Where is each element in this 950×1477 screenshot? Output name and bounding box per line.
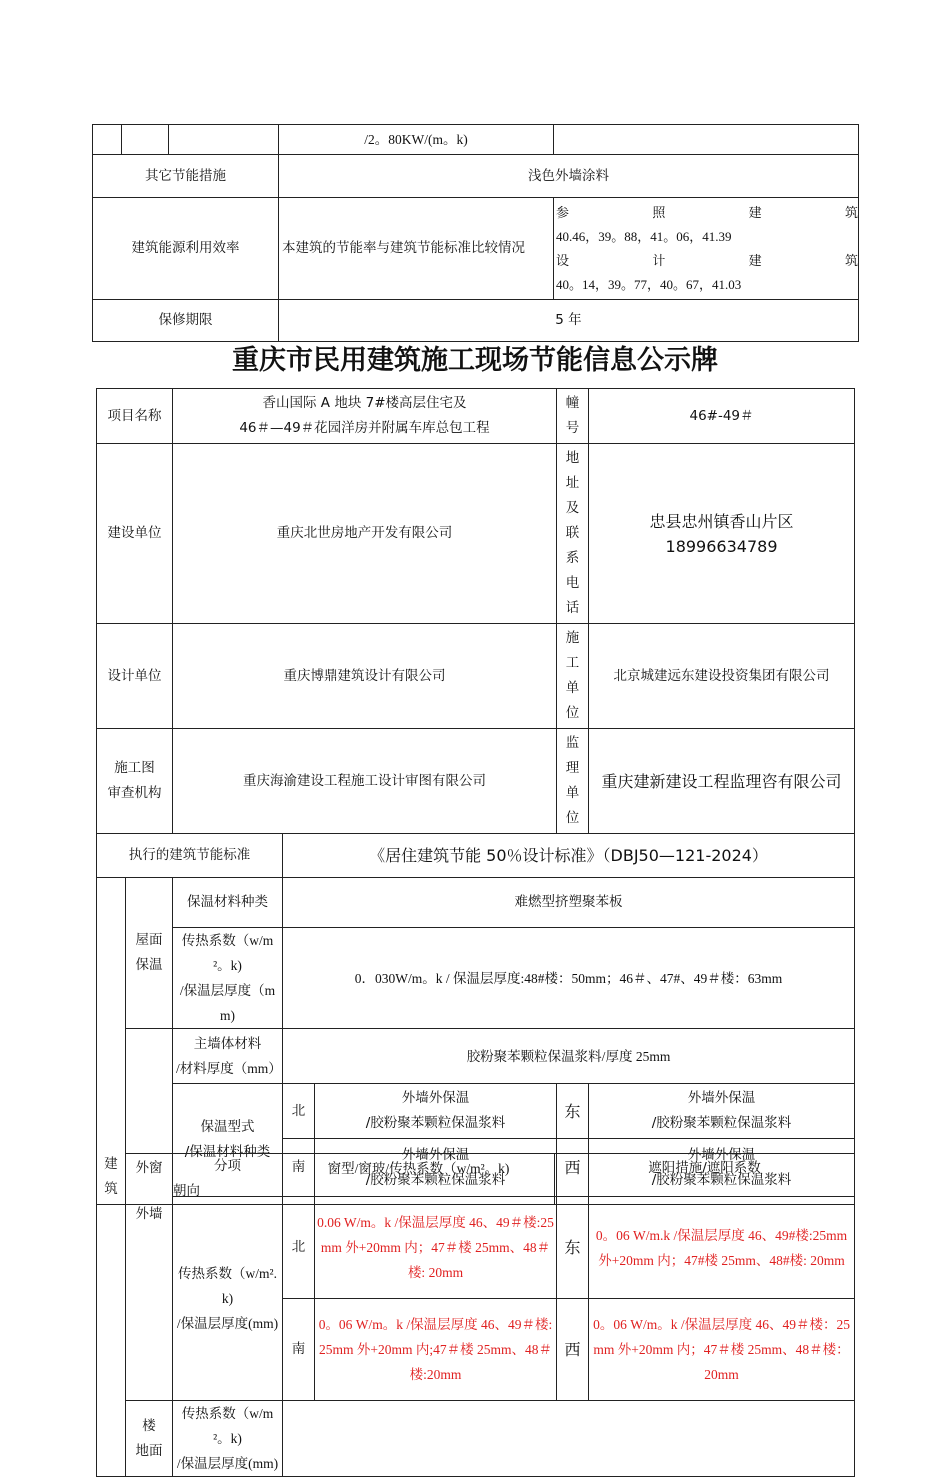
window-shade-header: 遮阳措施/遮阳系数 <box>555 1154 855 1205</box>
reference-building-label: 参 照 建 筑 <box>556 204 858 220</box>
roof-label: 屋面 保温 <box>126 878 173 1029</box>
table-row <box>93 125 859 155</box>
blank-cell <box>93 125 122 155</box>
blank-cell <box>169 125 279 155</box>
table-row <box>97 1197 855 1299</box>
table-row <box>97 389 855 444</box>
review-label: 施工图 审查机构 <box>97 729 173 834</box>
reference-building-values: 40.46，39。88，41。06，41.39 <box>556 228 732 244</box>
orientation-south: 南 <box>283 1299 315 1401</box>
page-title: 重庆市民用建筑施工现场节能信息公示牌 <box>232 345 718 376</box>
efficiency-description: 本建筑的节能率与建筑节能标准比较情况 <box>279 198 554 300</box>
orientation-west: 西 <box>557 1139 589 1197</box>
orientation-west: 西 <box>557 1299 589 1401</box>
warranty-value: 5 年 <box>279 300 859 342</box>
designer: 重庆博鼎建筑设计有限公司 <box>173 624 557 729</box>
designer-label: 设计单位 <box>97 624 173 729</box>
efficiency-label: 建筑能源利用效率 <box>93 198 279 300</box>
prev-value-cell: /2。80KW/(m。k) <box>279 125 554 155</box>
floor-label: 楼 地面 <box>126 1401 173 1477</box>
floor-coef <box>283 1401 855 1477</box>
insulation-type-label: 保温型式 /保温材料种类 <box>173 1084 283 1197</box>
window-type-header: 窗型/窗玻/传热系数（w/m²。k) <box>283 1154 555 1205</box>
table-row <box>93 198 859 300</box>
table-row <box>97 878 855 928</box>
contractor: 北京城建远东建设投资集团有限公司 <box>589 624 855 729</box>
table-row <box>97 1029 855 1084</box>
blank-cell <box>97 1154 126 1205</box>
previous-info-table <box>92 124 859 342</box>
warranty-label: 保修期限 <box>93 300 279 342</box>
orientation-north: 北 <box>283 1197 315 1299</box>
roof-material-label: 保温材料种类 <box>173 878 283 928</box>
roof-coef: 0．030W/m。k / 保温层厚度:48#楼：50mm；46＃、47#、49＃楼：63mm <box>283 928 855 1029</box>
table-row <box>97 444 855 624</box>
insulation-type-west: 外墙外保温 /胶粉聚苯颗粒保温浆料 <box>589 1139 855 1197</box>
roof-coef-label: 传热系数（w/m²。k) /保温层厚度（mm) <box>173 928 283 1029</box>
address-phone: 忠县忠州镇香山片区 18996634789 <box>589 444 855 624</box>
project-name: 香山国际 A 地块 7#楼高层住宅及 46＃—49＃花园洋房并附属车库总包工程 <box>173 389 557 444</box>
table-row <box>97 1154 855 1205</box>
standard: 《居住建筑节能 50％设计标准》（DBJ50—121-2024） <box>283 834 855 878</box>
supervisor-label: 监理单位 <box>557 729 589 834</box>
table-row <box>97 1401 855 1477</box>
prev-right-cell <box>554 125 859 155</box>
building-label: 建 筑 <box>97 878 126 1477</box>
design-building-values: 40。14，39。77，40。67，41.03 <box>556 276 742 292</box>
table-row <box>93 155 859 198</box>
design-building-label: 设 计 建 筑 <box>556 252 858 268</box>
main-material: 胶粉聚苯颗粒保温浆料/厚度 25mm <box>283 1029 855 1084</box>
orientation-east: 东 <box>557 1197 589 1299</box>
wall-coef-label: 传热系数（w/m².k) /保温层厚度(mm) <box>173 1197 283 1401</box>
window-sub-label: 分项 朝向 <box>173 1154 283 1205</box>
table-row <box>97 729 855 834</box>
building-no: 46#-49＃ <box>589 389 855 444</box>
blank-cell <box>122 125 169 155</box>
table-row <box>97 834 855 878</box>
building-no-label: 幢号 <box>557 389 589 444</box>
review-org: 重庆海渝建设工程施工设计审图有限公司 <box>173 729 557 834</box>
orientation-south: 南 <box>283 1139 315 1197</box>
insulation-type-east: 外墙外保温 /胶粉聚苯颗粒保温浆料 <box>589 1084 855 1139</box>
developer-label: 建设单位 <box>97 444 173 624</box>
wall-coef-south: 0。06 W/m。k /保温层厚度 46、49＃楼:25mm 外+20mm 内;47＃楼 25mm、48＃楼:20mm <box>315 1299 557 1401</box>
main-material-label: 主墙体材料 /材料厚度（mm） <box>173 1029 283 1084</box>
standard-label: 执行的建筑节能标准 <box>97 834 283 878</box>
wall-coef-east: 0。06 W/m.k /保温层厚度 46、49#楼:25mm 外+20mm 内；47#楼 25mm、48#楼: 20mm <box>589 1197 855 1299</box>
wall-coef-west: 0。06 W/m。k /保温层厚度 46、49＃楼：25mm 外+20mm 内；47＃楼 25mm、48＃楼：20mm <box>589 1299 855 1401</box>
orientation-east: 东 <box>557 1084 589 1139</box>
table-row <box>97 928 855 1029</box>
table-row <box>97 624 855 729</box>
table-row <box>93 300 859 342</box>
insulation-type-south: 外墙外保温 /胶粉聚苯颗粒保温浆料 <box>315 1139 557 1197</box>
window-label: 外窗 <box>126 1154 173 1205</box>
other-measures-label: 其它节能措施 <box>93 155 279 198</box>
wall-coef-north: 0.06 W/m。k /保温层厚度 46、49＃楼:25mm 外+20mm 内；47＃楼 25mm、48＃楼: 20mm <box>315 1197 557 1299</box>
table-row <box>97 1084 855 1139</box>
wall-label: 外墙 <box>126 1029 173 1401</box>
contractor-label: 施工单位 <box>557 624 589 729</box>
address-label: 地址及 联系电话 <box>557 444 589 624</box>
roof-material: 难燃型挤塑聚苯板 <box>283 878 855 928</box>
floor-coef-label: 传热系数（w/m²。k) /保温层厚度(mm) <box>173 1401 283 1477</box>
project-name-label: 项目名称 <box>97 389 173 444</box>
energy-info-table <box>96 388 855 1477</box>
other-measures-value: 浅色外墙涂料 <box>279 155 859 198</box>
supervisor: 重庆建新建设工程监理咨有限公司 <box>589 729 855 834</box>
orientation-north: 北 <box>283 1084 315 1139</box>
efficiency-values <box>554 198 859 300</box>
insulation-type-north: 外墙外保温 /胶粉聚苯颗粒保温浆料 <box>315 1084 557 1139</box>
developer: 重庆北世房地产开发有限公司 <box>173 444 557 624</box>
window-table <box>96 1153 855 1205</box>
